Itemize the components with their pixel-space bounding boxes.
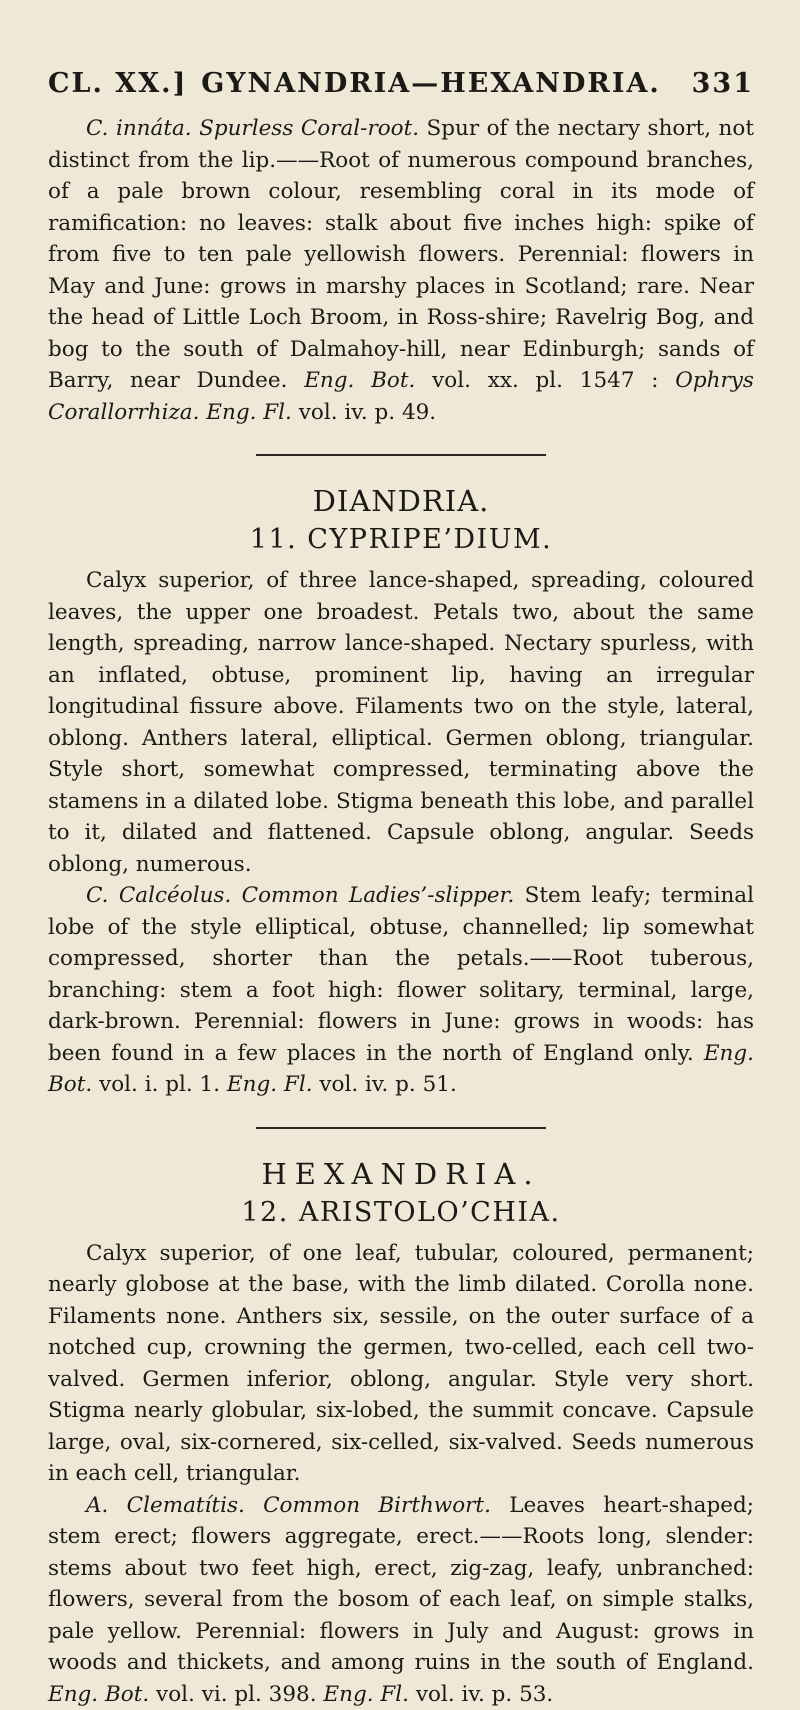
genus-description-cypripedium: Calyx superior, of three lance-shaped, spreading, coloured leaves, the upper one broadest. Petals two, about the same length, spreading, narrow lance-shaped. Nectary spurless, with an inflated, obtuse, prominent lip, having an irregular longitudinal fissure above. Filaments two on the style, lateral, oblong. Anthers lateral, elliptical. Germen oblong, triangular. Style short, somewhat compressed, terminating above the stamens in a dilated lobe. Stigma beneath this lobe, and parallel to it, dilated and flattened. Capsule oblong, angular. Seeds oblong, numerous. (48, 565, 754, 880)
common-name: Common Ladies’-slipper. (242, 883, 515, 908)
class-label: CL. XX.] (48, 68, 188, 99)
species-name: A. Clematítis. (86, 1493, 245, 1518)
running-head (48, 68, 754, 99)
reference: Eng. Bot. (304, 368, 415, 393)
reference-detail: vol. iv. p. 53. (416, 1682, 553, 1707)
genus-description-aristolochia: Calyx superior, of one leaf, tubular, coloured, permanent; nearly globose at the base, with the limb dilated. Corolla none. Filaments none. Anthers six, sessile, on the outer surface of a notched cup, crowning the germen, two-celled, each cell two-valved. Germen inferior, oblong, angular. Style very short. Stigma nearly globular, six-lobed, the summit concave. Capsule large, oval, six-cornered, six-celled, six-valved. Seeds numerous in each cell, triangular. (48, 1238, 754, 1490)
reference-detail: vol. xx. pl. 1547 : (432, 368, 658, 393)
reference: Eng. Fl. (227, 1072, 313, 1097)
class-title-diandria: DIANDRIA. (48, 484, 754, 518)
species-text: Stem leafy; terminal lobe of the style elliptical, obtuse, channelled; lip somewhat compressed, shorter than the petals.——Root tuberous, branching: stem a foot high: flower solitary, terminal, large, dark-brown. Perennial: flowers in June: grows in woods: has been found in a few places in the north of England only. (48, 883, 754, 1066)
common-name: Common Birthwort. (263, 1493, 491, 1518)
species-entry-c-calceolus (48, 880, 754, 1101)
reference: Eng. Bot. (48, 1682, 149, 1707)
section-divider (256, 454, 546, 456)
section-divider (256, 1127, 546, 1129)
species-text: Spur of the nectary short, not distinct from the lip.——Root of numerous compound branches, of a pale brown colour, resembling coral in its mode of ramification: no leaves: stalk about five inches high: spike of from five to ten pale yellowish flowers. Perennial: flowers in May and June: grows in marshy places in Scotland; rare. Near the head of Little Loch Broom, in Ross-shire; Ravelrig Bog, and bog to the south of Dalmahoy-hill, near Edinburgh; sands of Barry, near Dundee. (48, 116, 754, 393)
reference-detail: vol. iv. p. 49. (299, 400, 436, 425)
genus-title-cypripedium: 11. CYPRIPE’DIUM. (48, 524, 754, 555)
species-text: Leaves heart-shaped; stem erect; flowers aggregate, erect.——Roots long, slender: stems about two feet high, erect, zig-zag, leafy, unbranched: flowers, several from the bosom of each leaf, on simple stalks, pale yellow. Perennial: flowers in July and August: grows in woods and thickets, and among ruins in the south of England. (48, 1493, 754, 1676)
reference: Eng. Bot. (48, 1041, 754, 1098)
reference-detail: vol. i. pl. 1. (99, 1072, 220, 1097)
reference: Eng. Fl. (323, 1682, 409, 1707)
running-title: GYNANDRIA—HEXANDRIA. (188, 68, 674, 99)
species-name: C. Calcéolus. (86, 883, 231, 908)
species-name: C. innáta. (86, 116, 192, 141)
genus-title-aristolochia: 12. ARISTOLO’CHIA. (48, 1197, 754, 1228)
common-name: Spurless Coral-root. (199, 116, 419, 141)
synonym-reference: Ophrys Corallorrhiza. Eng. Fl. (48, 368, 754, 425)
species-entry-a-clematitis (48, 1490, 754, 1710)
class-title-hexandria: HEXANDRIA. (48, 1157, 754, 1191)
species-entry-c-innata (48, 113, 754, 428)
reference-detail: vol. vi. pl. 398. (156, 1682, 317, 1707)
reference-detail: vol. iv. p. 51. (319, 1072, 456, 1097)
page-number: 331 (674, 68, 754, 99)
